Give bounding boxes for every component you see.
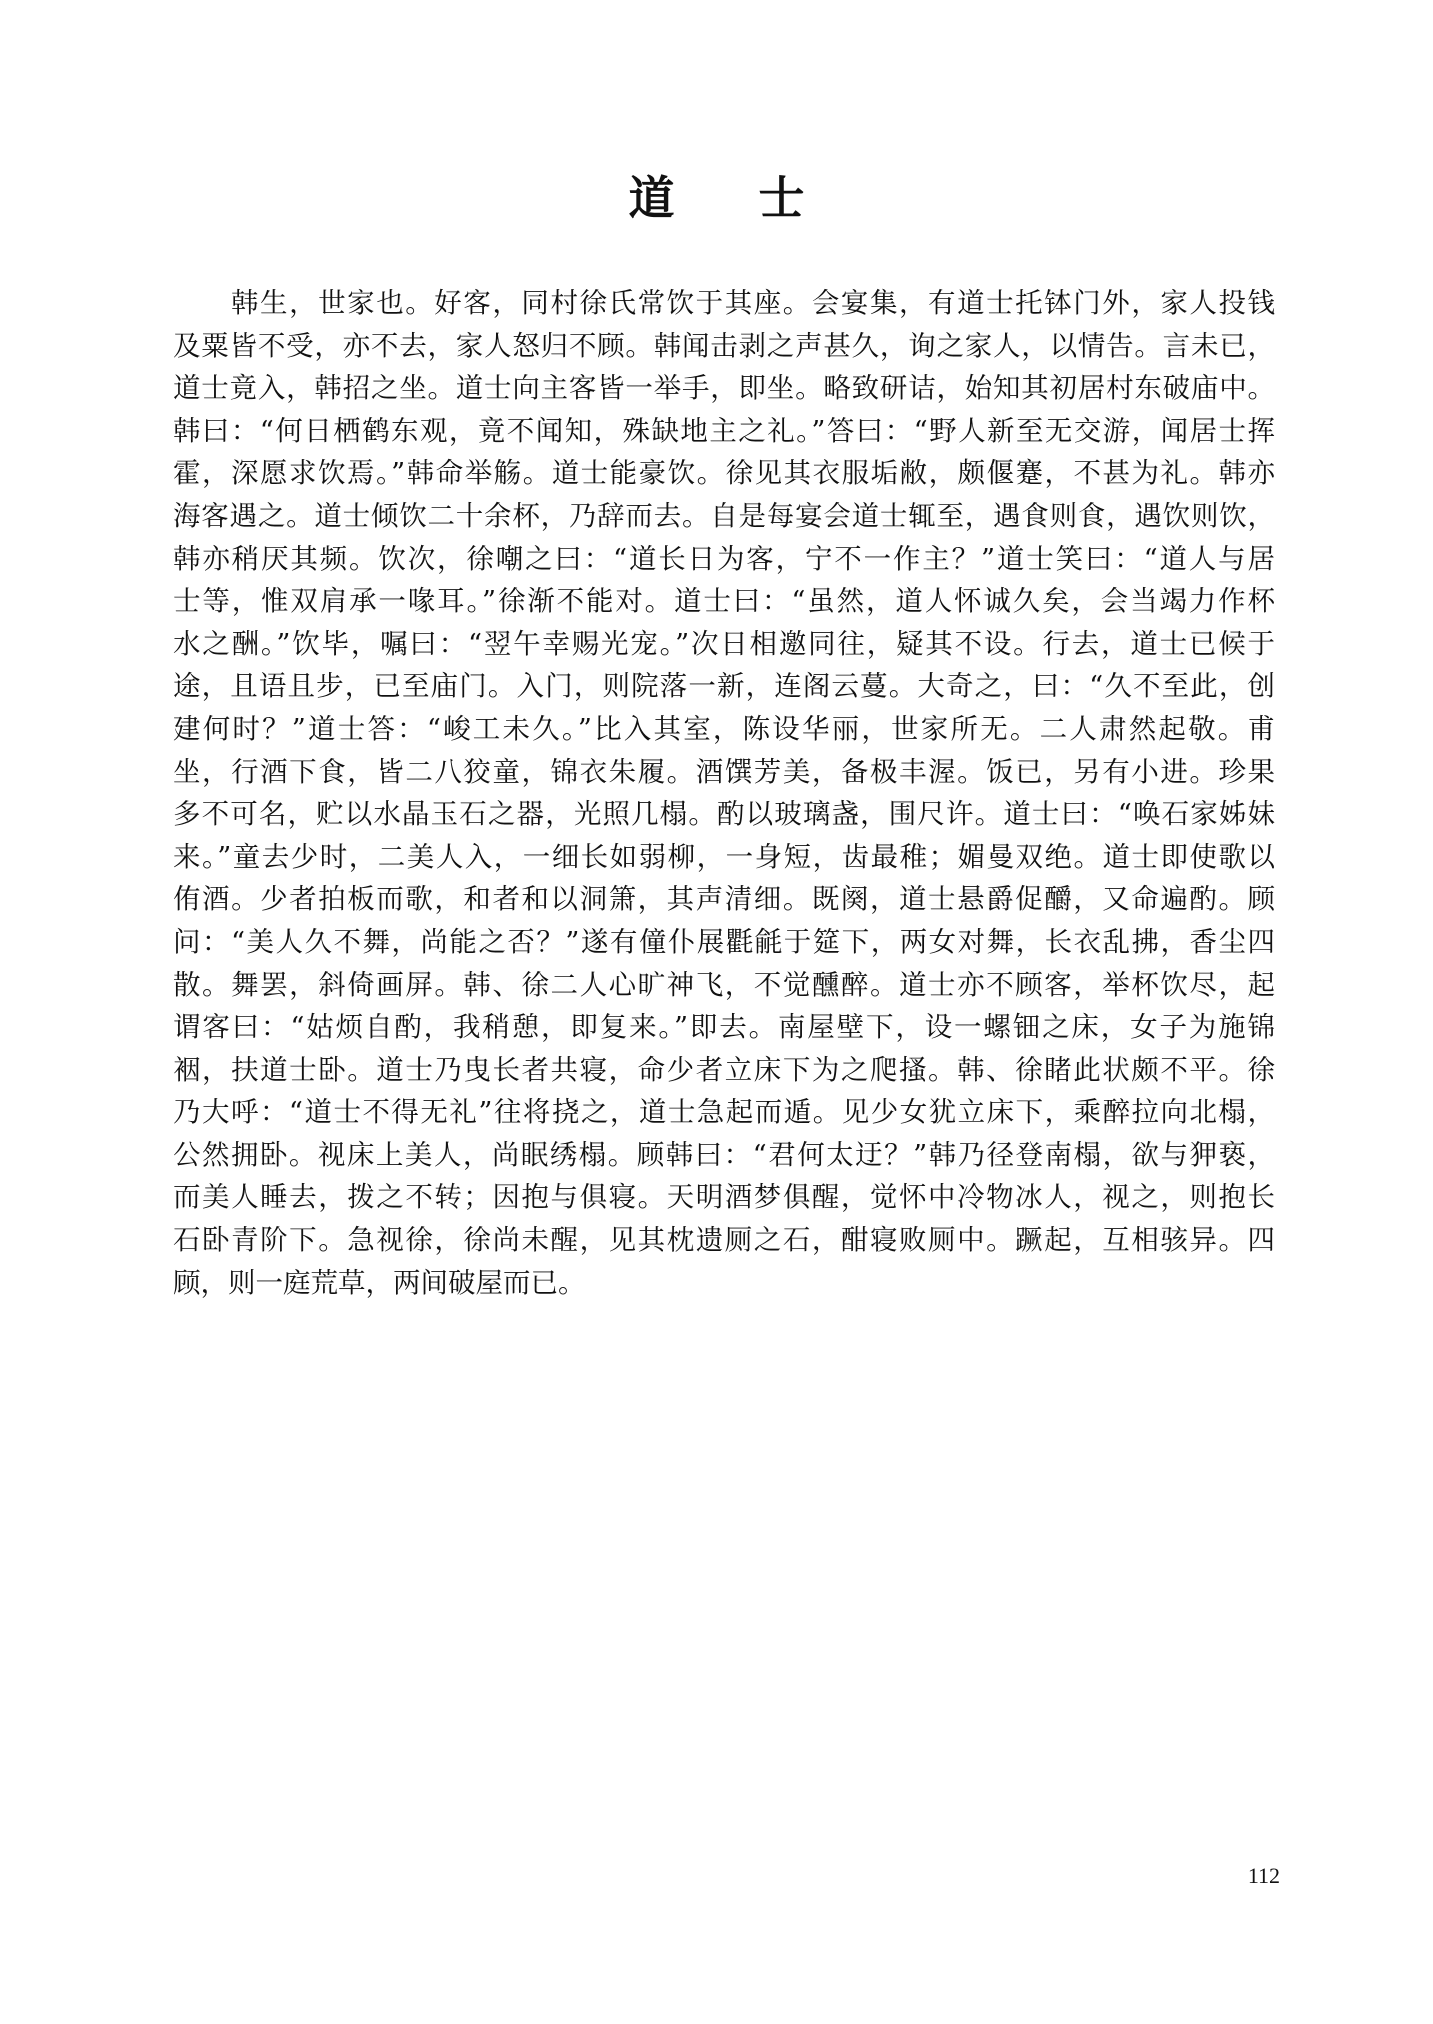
- text-line: 霍，深愿求饮焉。”韩命举觞。道士能豪饮。徐见其衣服垢敝，颇偃蹇，不甚为礼。韩亦: [173, 457, 1275, 490]
- text-line: 道士竟入，韩招之坐。道士向主客皆一举手，即坐。略致研诘，始知其初居村东破庙中。: [173, 372, 1275, 405]
- page-title: 道 士: [628, 171, 839, 225]
- text-line: 乃大呼：“道士不得无礼”往将挠之，道士急起而遁。见少女犹立床下，乘醉拉向北榻，: [173, 1096, 1275, 1129]
- text-line: 建何时？”道士答：“峻工未久。”比入其室，陈设华丽，世家所无。二人肃然起敬。甫: [173, 712, 1275, 745]
- text-line: 韩亦稍厌其频。饮次，徐嘲之曰：“道长日为客，宁不一作主？”道士笑曰：“道人与居: [173, 542, 1275, 575]
- text-line: 韩生，世家也。好客，同村徐氏常饮于其座。会宴集，有道士托钵门外，家人投钱: [231, 287, 1275, 319]
- page-number: 112: [1247, 1863, 1280, 1888]
- text-line: 多不可名，贮以水晶玉石之器，光照几榻。酌以玻璃盏，围尺许。道士曰：“唤石家姊妹: [173, 798, 1275, 831]
- text-line: 海客遇之。道士倾饮二十余杯，乃辞而去。自是每宴会道士辄至，遇食则食，遇饮则饮，: [173, 499, 1275, 532]
- text-line: 问：“美人久不舞，尚能之否？”遂有僮仆展氍毹于筵下，两女对舞，长衣乱拂，香尘四: [173, 925, 1275, 958]
- text-line: 来。”童去少时，二美人入，一细长如弱柳，一身短，齿最稚；媚曼双绝。道士即使歌以: [173, 840, 1275, 873]
- text-line: 及粟皆不受，亦不去，家人怒归不顾。韩闻击剥之声甚久，询之家人，以情告。言未已，: [173, 329, 1275, 362]
- body-text: [173, 282, 1275, 1304]
- text-line: 散。舞罢，斜倚画屏。韩、徐二人心旷神飞，不觉醺醉。道士亦不顾客，举杯饮尽，起: [173, 968, 1275, 1001]
- text-line: 韩曰：“何日栖鹤东观，竟不闻知，殊缺地主之礼。”答曰：“野人新至无交游，闻居士挥: [173, 414, 1275, 447]
- text-line: 裀，扶道士卧。道士乃曳长者共寝，命少者立床下为之爬搔。韩、徐睹此状颇不平。徐: [173, 1053, 1275, 1086]
- text-line: 侑酒。少者拍板而歌，和者和以洞箫，其声清细。既阕，道士悬爵促釂，又命遍酌。顾: [173, 883, 1275, 916]
- text-line: 水之酬。”饮毕，嘱曰：“翌午幸赐光宠。”次日相邀同往，疑其不设。行去，道士已候于: [173, 627, 1275, 660]
- text-line: 坐，行酒下食，皆二八狡童，锦衣朱履。酒馔芳美，备极丰渥。饭已，另有小进。珍果: [173, 755, 1275, 788]
- text-line: 顾，则一庭荒草，两间破屋而已。: [173, 1266, 586, 1299]
- text-line: 石卧青阶下。急视徐，徐尚未醒，见其枕遗厕之石，酣寝败厕中。蹶起，互相骇异。四: [173, 1224, 1275, 1257]
- text-line: 公然拥卧。视床上美人，尚眠绣榻。顾韩曰：“君何太迂？”韩乃径登南榻，欲与狎亵，: [173, 1138, 1275, 1171]
- text-line: 而美人睡去，拨之不转；因抱与俱寝。天明酒梦俱醒，觉怀中冷物冰人，视之，则抱长: [173, 1181, 1275, 1214]
- text-line: 途，且语且步，已至庙门。入门，则院落一新，连阁云蔓。大奇之，曰：“久不至此，创: [173, 670, 1275, 703]
- text-line: 谓客曰：“姑烦自酌，我稍憩，即复来。”即去。南屋壁下，设一螺钿之床，女子为施锦: [173, 1011, 1275, 1044]
- text-line: 士等，惟双肩承一喙耳。”徐渐不能对。道士曰：“虽然，道人怀诚久矣，会当竭力作杯: [173, 585, 1275, 618]
